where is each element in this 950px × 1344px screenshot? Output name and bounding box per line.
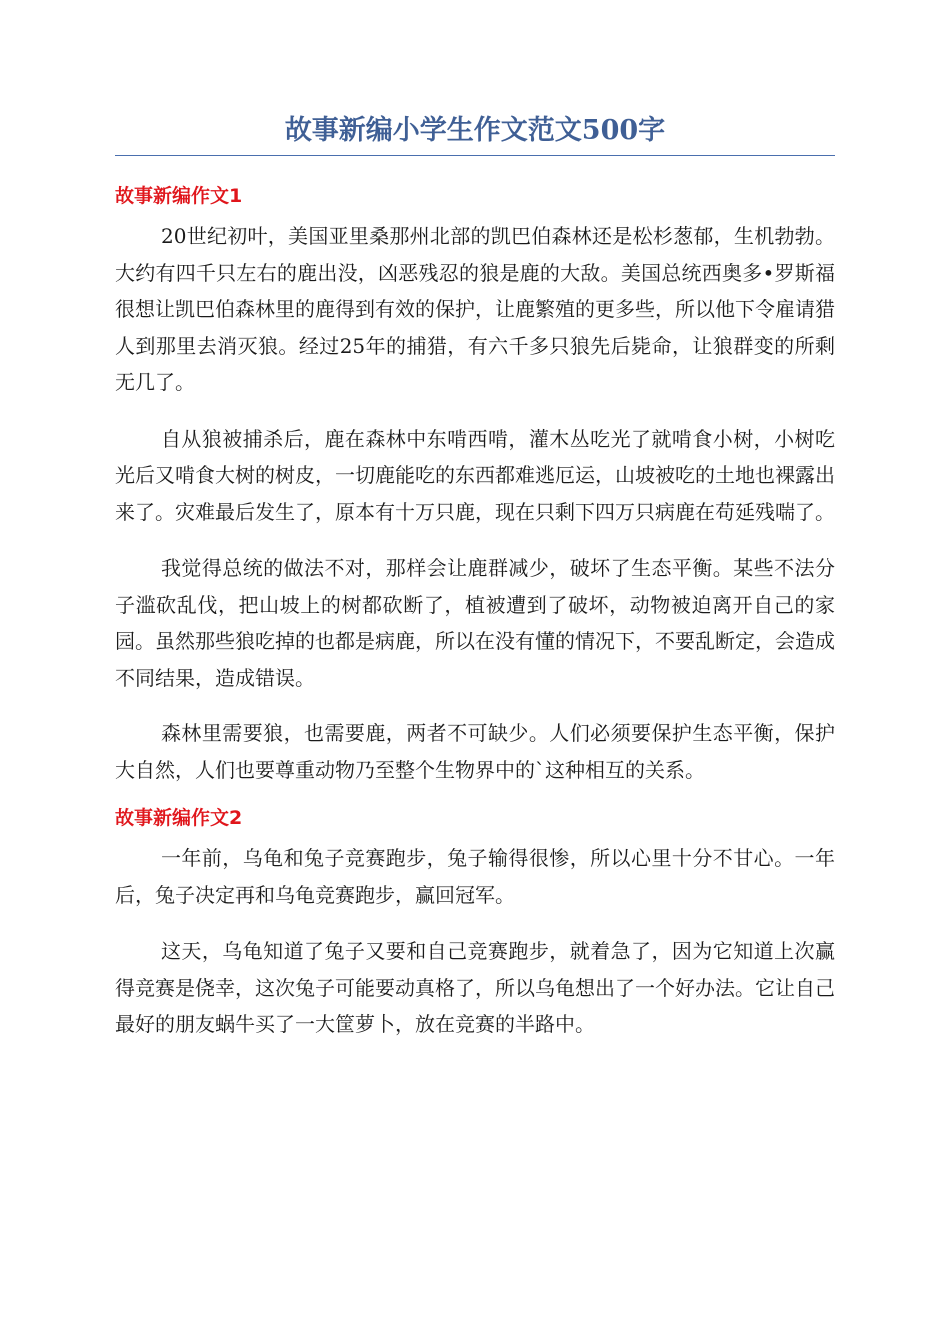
section-2	[115, 805, 835, 1043]
paragraph: 自从狼被捕杀后，鹿在森林中东啃西啃，灌木丛吃光了就啃食小树，小树吃光后又啃食大树的树皮，一切鹿能吃的东西都难逃厄运，山坡被吃的土地也裸露出来了。灾难最后发生了，原本有十万只鹿，现在只剩下四万只病鹿在苟延残喘了。	[115, 426, 835, 524]
paragraph: 我觉得总统的做法不对，那样会让鹿群减少，破坏了生态平衡。某些不法分子滥砍乱伐，把山坡上的树都砍断了，植被遭到了破坏，动物被迫离开自己的家园。虽然那些狼吃掉的也都是病鹿，所以在没有懂的情况下，不要乱断定，会造成不同结果，造成错误。	[115, 556, 835, 690]
paragraph: 20世纪初叶，美国亚里桑那州北部的凯巴伯森林还是松杉葱郁，生机勃勃。大约有四千只左右的鹿出没，凶恶残忍的狼是鹿的大敌。美国总统西奥多•罗斯福很想让凯巴伯森林里的鹿得到有效的保护，让鹿繁殖的更多些，所以他下令雇请猎人到那里去消灭狼。经过25年的捕猎，有六千多只狼先后毙命，让狼群变的所剩无几了。	[115, 224, 835, 394]
paragraph: 一年前，乌龟和兔子竞赛跑步，兔子输得很惨，所以心里十分不甘心。一年后，兔子决定再和乌龟竞赛跑步，赢回冠军。	[115, 846, 835, 907]
document-page	[115, 108, 835, 1043]
section-1	[115, 183, 835, 788]
paragraph: 这天，乌龟知道了兔子又要和自己竞赛跑步，就着急了，因为它知道上次赢得竞赛是侥幸，这次兔子可能要动真格了，所以乌龟想出了一个好办法。它让自己最好的朋友蜗牛买了一大筐萝卜，放在竞赛的半路中。	[115, 939, 835, 1036]
document-title: 故事新编小学生作文范文500字	[115, 108, 835, 156]
paragraph: 森林里需要狼，也需要鹿，两者不可缺少。人们必须要保护生态平衡，保护大自然，人们也要尊重动物乃至整个生物界中的`这种相互的关系。	[115, 721, 835, 782]
section-heading: 故事新编作文2	[115, 807, 243, 829]
section-heading: 故事新编作文1	[115, 185, 243, 207]
